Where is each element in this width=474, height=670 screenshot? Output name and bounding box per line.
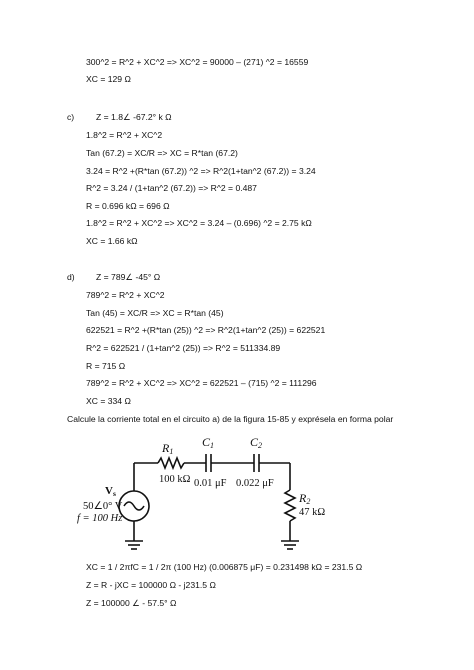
calc-line: XC = 129 Ω [86, 74, 131, 84]
calc-line: 789^2 = R^2 + XC^2 => XC^2 = 622521 – (715) ^2 = 111296 [86, 378, 317, 388]
r2-value: 47 kΩ [299, 507, 326, 518]
impedance-c: Z = 1.8∠ -67.2° k Ω [96, 112, 172, 122]
calc-line: 789^2 = R^2 + XC^2 [86, 290, 165, 300]
ground-left [125, 541, 143, 549]
c2-value: 0.022 μF [236, 478, 274, 489]
vs-label: Vs [105, 485, 116, 498]
r1-value: 100 kΩ [159, 474, 191, 485]
solution-line: XC = 1 / 2πfC = 1 / 2π (100 Hz) (0.006875 μF) = 0.231498 kΩ = 231.5 Ω [86, 562, 363, 572]
solution-line: Z = 100000 ∠ - 57.5° Ω [86, 598, 177, 608]
problem-statement: Calcule la corriente total en el circuito a) de la figura 15-85 y exprésela en forma polar [67, 414, 394, 424]
calc-line: 1.8^2 = R^2 + XC^2 [86, 130, 163, 140]
calc-line: R^2 = 622521 / (1+tan^2 (25)) => R^2 = 511334.89 [86, 343, 281, 353]
calc-line: Tan (45) = XC/R => XC = R*tan (45) [86, 308, 224, 318]
resistor-r2 [285, 490, 295, 521]
c1-value: 0.01 μF [194, 478, 227, 489]
item-label-c: c) [67, 112, 75, 122]
resistor-r1 [158, 458, 184, 468]
calc-line: Tan (67.2) = XC/R => XC = R*tan (67.2) [86, 148, 238, 158]
calc-line: 3.24 = R^2 +(R*tan (67.2)) ^2 => R^2(1+tan^2 (67.2)) = 3.24 [86, 166, 316, 176]
r1-label: R1 [162, 441, 174, 456]
calc-line: 622521 = R^2 +(R*tan (25)) ^2 => R^2(1+tan^2 (25)) = 622521 [86, 325, 326, 335]
calc-line: R = 0.696 kΩ = 696 Ω [86, 201, 170, 211]
c2-label: C2 [250, 435, 263, 450]
frequency-value: f = 100 Hz [77, 513, 123, 524]
impedance-d: Z = 789∠ -45° Ω [96, 272, 161, 282]
solution-line: Z = R - jXC = 100000 Ω - j231.5 Ω [86, 580, 216, 590]
sine-symbol [124, 502, 144, 510]
calc-line: XC = 1.66 kΩ [86, 236, 138, 246]
calc-line: R^2 = 3.24 / (1+tan^2 (67.2)) => R^2 = 0.487 [86, 183, 257, 193]
calc-line: 300^2 = R^2 + XC^2 => XC^2 = 90000 – (271) ^2 = 16559 [86, 57, 309, 67]
vs-value: 50∠0° V [83, 501, 123, 512]
calc-line: XC = 334 Ω [86, 396, 131, 406]
r2-label: R2 [299, 491, 311, 506]
item-label-d: d) [67, 272, 75, 282]
calc-line: R = 715 Ω [86, 361, 126, 371]
calc-line: 1.8^2 = R^2 + XC^2 => XC^2 = 3.24 – (0.696) ^2 = 2.75 kΩ [86, 218, 312, 228]
ground-right [281, 541, 299, 549]
c1-label: C1 [202, 435, 215, 450]
